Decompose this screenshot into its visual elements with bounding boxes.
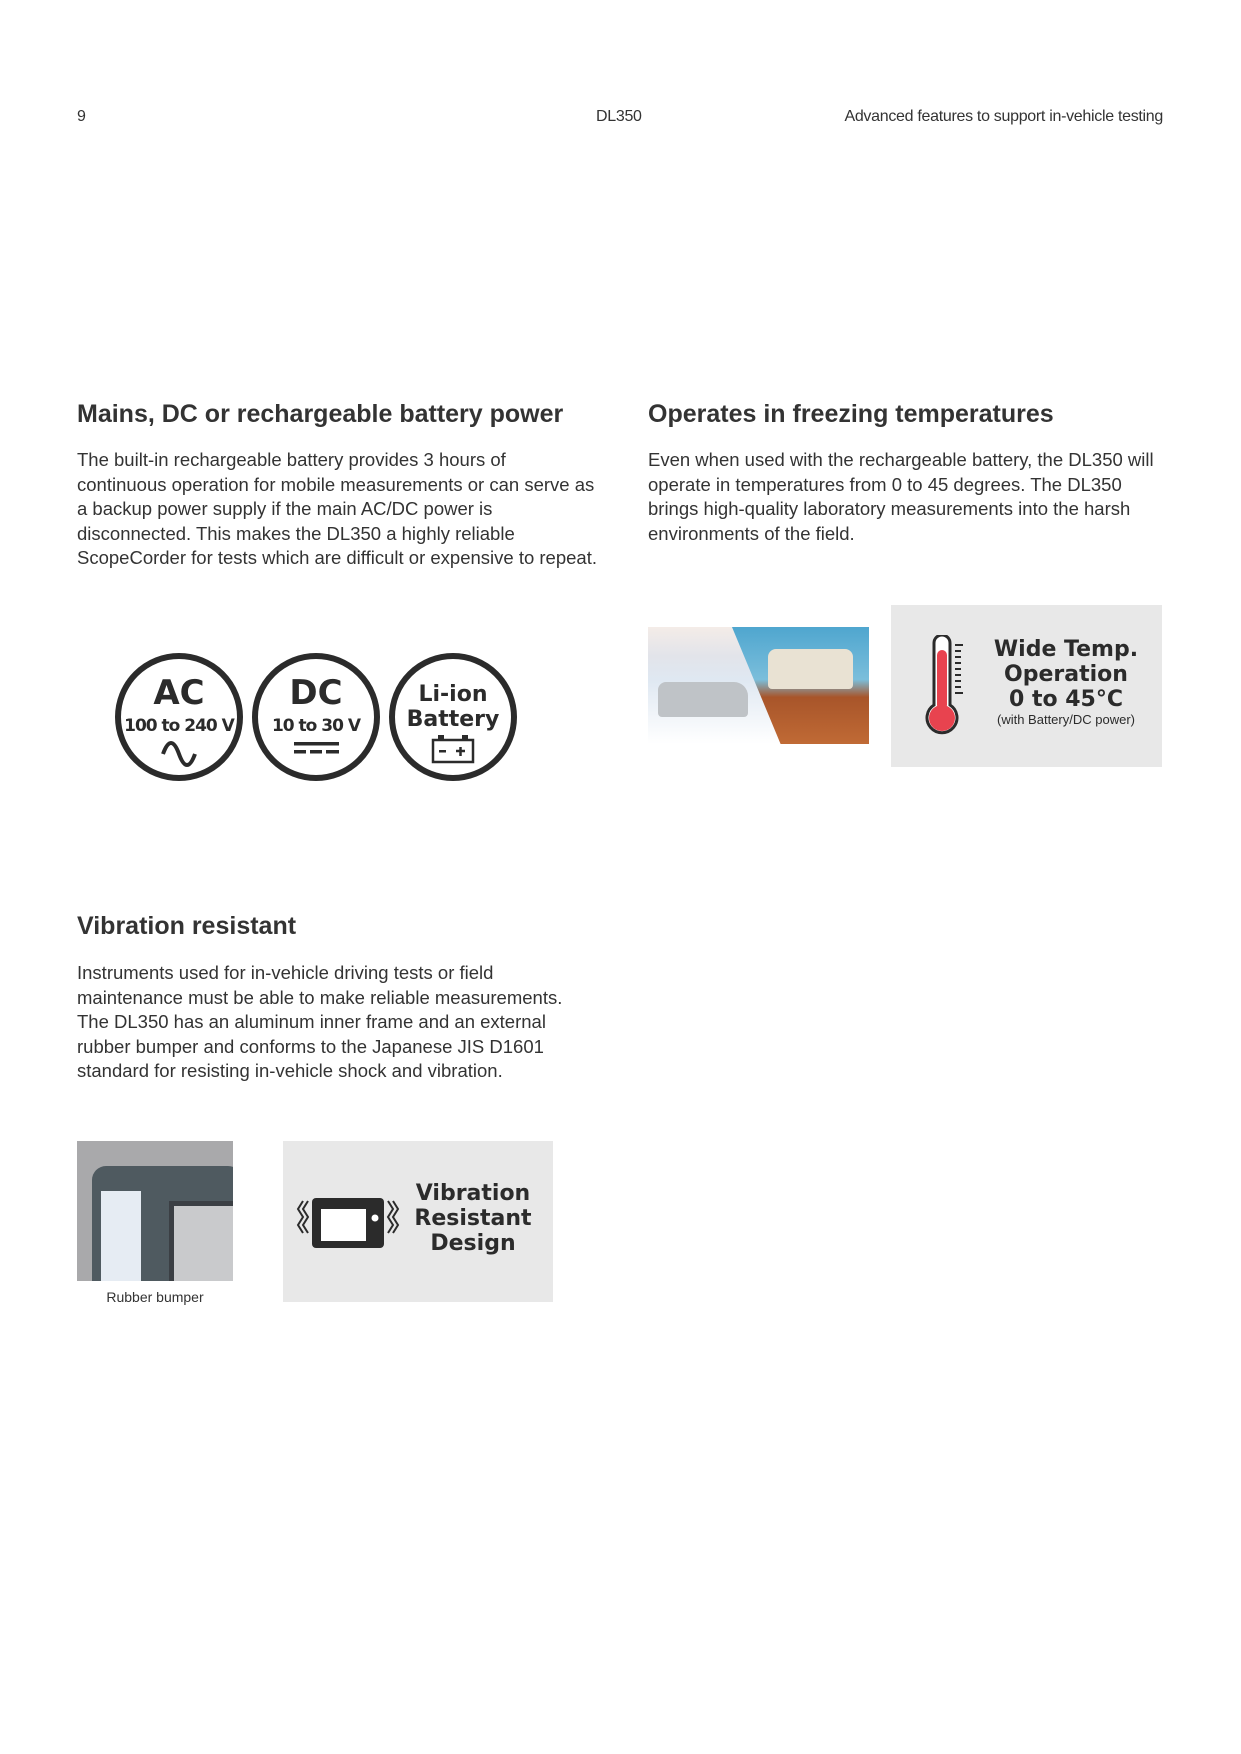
- battery-title: Li-ion: [418, 682, 488, 707]
- vibration-body: Instruments used for in-vehicle driving tests or field maintenance must be able to make reliable measurements. The DL350 has an aluminum inner frame and an external rubber bumper and conforms to the Japanese JIS D1601 standard for resisting in-vehicle shock and vibration.: [77, 962, 563, 1081]
- power-heading: Mains, DC or rechargeable battery power: [77, 400, 564, 428]
- ac-range: 100 to 240 V: [124, 716, 234, 736]
- ac-title: AC: [153, 673, 205, 713]
- badge-line-1: Wide Temp.: [993, 637, 1139, 662]
- dc-range: 10 to 30 V: [271, 716, 361, 736]
- dc-symbol-icon: [294, 742, 339, 754]
- battery-badge: [392, 656, 514, 778]
- thermometer-icon: [921, 635, 971, 740]
- power-body: The built-in rechargeable battery provides 3 hours of continuous operation for mobile measurements or can serve as a backup power supply if the main AC/DC power is disconnected. This makes the DL350 a highly reliable ScopeCorder for tests which are difficult or expensive to repeat.: [77, 449, 597, 568]
- section-title: Advanced features to support in-vehicle testing: [844, 108, 1163, 125]
- vibration-heading: Vibration resistant: [77, 912, 297, 940]
- vibration-line-3: Design: [430, 1231, 516, 1256]
- power-icons: [113, 651, 523, 783]
- badge-line-2: Operation: [1004, 662, 1128, 687]
- product-name: DL350: [596, 108, 642, 125]
- page-number: 9: [77, 108, 86, 125]
- badge-line-3: 0 to 45°C: [1008, 687, 1124, 712]
- battery-sub: Battery: [406, 707, 500, 732]
- dc-title: DC: [289, 673, 343, 713]
- vehicles-photo: [648, 627, 869, 744]
- vibration-line-2: Resistant: [414, 1206, 532, 1231]
- rubber-bumper-photo: [77, 1141, 233, 1281]
- vibration-badge: [283, 1141, 553, 1302]
- photo-caption: Rubber bumper: [106, 1289, 204, 1305]
- sine-wave-icon: [163, 743, 195, 765]
- vibrating-device-icon: [293, 1193, 403, 1253]
- vibration-line-1: Vibration: [415, 1181, 531, 1206]
- temperature-heading: Operates in freezing temperatures: [648, 400, 1054, 428]
- wide-temp-badge: [891, 605, 1162, 767]
- temperature-body: Even when used with the rechargeable battery, the DL350 will operate in temperatures from 0 to 45 degrees. The DL350 brings high-quality laboratory measurements into the harsh environments of the field.: [648, 449, 1154, 544]
- ac-icon: [118, 656, 240, 778]
- badge-note: (with Battery/DC power): [997, 712, 1135, 727]
- battery-icon: [433, 735, 473, 762]
- dc-icon: [255, 656, 377, 778]
